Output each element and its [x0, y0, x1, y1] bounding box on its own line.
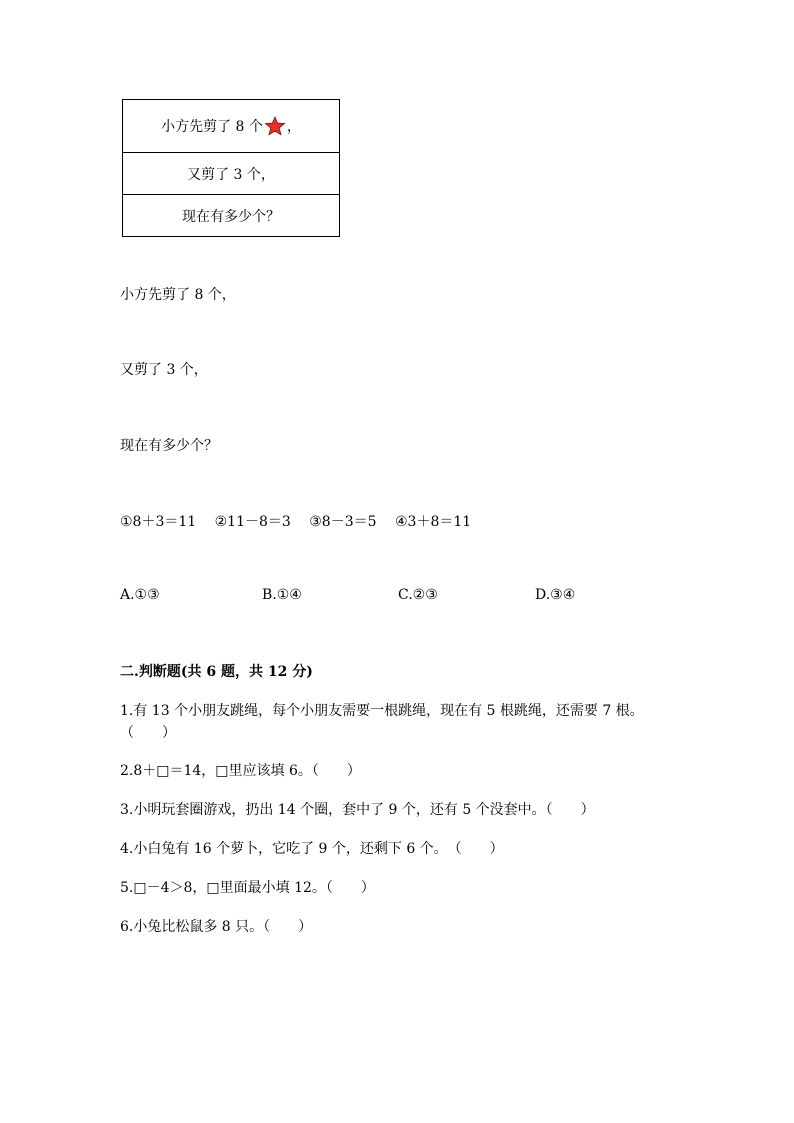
story-line-3: 现在有多少个？	[120, 438, 218, 454]
table-row-3	[123, 195, 339, 236]
option-d: D.③④	[535, 587, 576, 603]
option-a: A.①③	[120, 587, 160, 603]
story-line-1: 小方先剪了 8 个，	[120, 287, 236, 303]
table-row-1	[123, 100, 339, 153]
option-b: B.①④	[262, 587, 302, 603]
question-6: 6.小兔比松鼠多 8 只。（ ）	[120, 919, 313, 935]
table-row-3-text: 现在有多少个？	[182, 208, 280, 225]
table-row-1-text: 小方先剪了 8 个	[161, 119, 263, 135]
story-line-2: 又剪了 3 个，	[120, 362, 208, 378]
table-row-2-text: 又剪了 3 个，	[187, 166, 275, 183]
question-5: 5.□－4＞8，□里面最小填 12。（ ）	[120, 880, 375, 896]
question-3: 3.小明玩套圈游戏，扔出 14 个圈，套中了 9 个，还有 5 个没套中。（ ）	[120, 802, 595, 818]
table-row-2	[123, 153, 339, 195]
question-4: 4.小白兔有 16 个萝卜，它吃了 9 个，还剩下 6 个。 （ ）	[120, 841, 504, 857]
question-2: 2.8＋□＝14，□里应该填 6。（ ）	[120, 763, 361, 779]
question-1: 1.有 13 个小朋友跳绳，每个小朋友需要一根跳绳，现在有 5 根跳绳，还需要 7 根。（ ）	[120, 703, 644, 741]
red-star-icon	[263, 116, 287, 136]
equation-list: ①8＋3＝11 ②11－8＝3 ③8－3＝5 ④3＋8＝11	[120, 514, 472, 530]
section-title: 二.判断题(共 6 题，共 12 分)	[120, 664, 313, 680]
problem-table	[122, 99, 340, 237]
option-c: C.②③	[398, 587, 438, 603]
table-row-1-comma: ，	[286, 119, 301, 135]
